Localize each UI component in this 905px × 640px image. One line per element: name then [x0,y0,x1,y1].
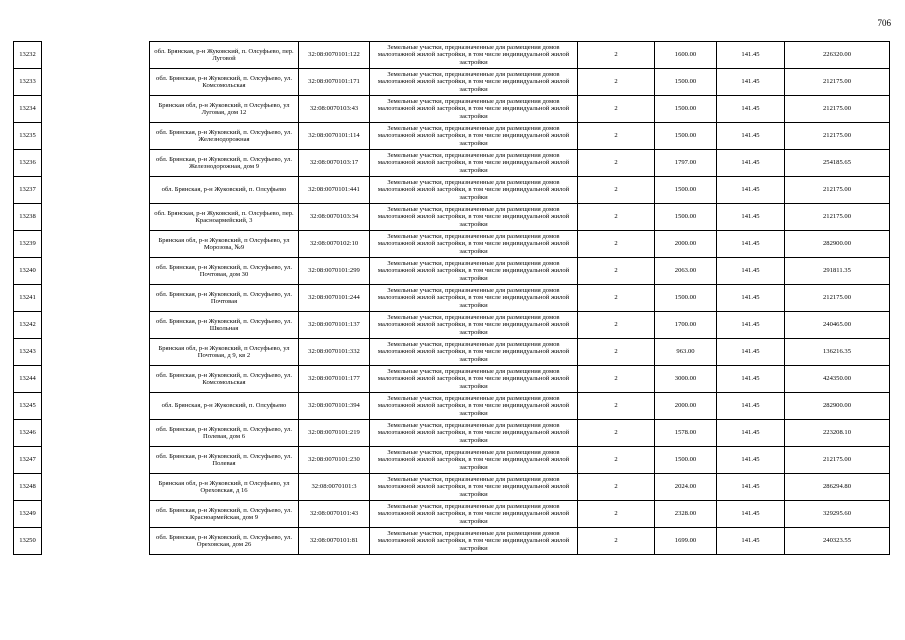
cadastral-number-cell: 32:08:0070101:43 [299,501,370,528]
table-row [14,150,890,177]
specific-value-cell: 141.45 [717,312,785,339]
address-cell: обл. Брянская, р-н Жуковский, п. Олсуфьево, ул. Полевая, дом 6 [150,420,299,447]
address-cell: обл. Брянская, р-н Жуковский, п. Олсуфьево, пер. Красноармейский, 3 [150,204,299,231]
cadastral-value-cell: 291811.35 [785,258,890,285]
land-use-cell: Земельные участки, предназначенные для размещения домов малоэтажной жилой застройки, в том числе индивидуальной жилой застройки [370,42,578,69]
address-cell: Брянская обл, р-н Жуковский, п Олсуфьево, ул Ореховская, д 16 [150,474,299,501]
cadastral-number-cell: 32:08:0070101:81 [299,528,370,555]
cadastral-value-cell: 254185.65 [785,150,890,177]
row-number-cell: 13235 [14,123,42,150]
spacer-cell [42,42,150,69]
address-cell: обл. Брянская, р-н Жуковский, п. Олсуфьево [150,177,299,204]
specific-value-cell: 141.45 [717,69,785,96]
table-row [14,204,890,231]
group-cell: 2 [578,231,655,258]
group-cell: 2 [578,69,655,96]
spacer-cell [42,285,150,312]
land-use-cell: Земельные участки, предназначенные для размещения домов малоэтажной жилой застройки, в том числе индивидуальной жилой застройки [370,285,578,312]
land-use-cell: Земельные участки, предназначенные для размещения домов малоэтажной жилой застройки, в том числе индивидуальной жилой застройки [370,420,578,447]
area-cell: 2024.00 [655,474,717,501]
cadastral-number-cell: 32:08:0070101:332 [299,339,370,366]
table-row [14,528,890,555]
land-use-cell: Земельные участки, предназначенные для размещения домов малоэтажной жилой застройки, в том числе индивидуальной жилой застройки [370,96,578,123]
table-row [14,366,890,393]
cadastral-value-cell: 240465.00 [785,312,890,339]
spacer-cell [42,501,150,528]
cadastral-number-cell: 32:08:0070101:299 [299,258,370,285]
area-cell: 2000.00 [655,393,717,420]
land-use-cell: Земельные участки, предназначенные для размещения домов малоэтажной жилой застройки, в том числе индивидуальной жилой застройки [370,366,578,393]
cadastral-value-cell: 286294.80 [785,474,890,501]
row-number-cell: 13236 [14,150,42,177]
cadastral-value-cell: 212175.00 [785,123,890,150]
spacer-cell [42,123,150,150]
address-cell: обл. Брянская, р-н Жуковский, п. Олсуфьево, пер. Луговой [150,42,299,69]
row-number-cell: 13240 [14,258,42,285]
specific-value-cell: 141.45 [717,42,785,69]
address-cell: Брянская обл, р-н Жуковский, п Олсуфьево, ул Почтовая, д 9, кв 2 [150,339,299,366]
address-cell: обл. Брянская, р-н Жуковский, п. Олсуфьево, ул. Комсомольская [150,366,299,393]
cadastral-value-cell: 136216.35 [785,339,890,366]
land-use-cell: Земельные участки, предназначенные для размещения домов малоэтажной жилой застройки, в том числе индивидуальной жилой застройки [370,123,578,150]
cadastral-value-cell: 212175.00 [785,204,890,231]
group-cell: 2 [578,42,655,69]
area-cell: 1700.00 [655,312,717,339]
table-row [14,177,890,204]
page-number: 706 [877,18,891,28]
row-number-cell: 13249 [14,501,42,528]
row-number-cell: 13232 [14,42,42,69]
cadastral-number-cell: 32:08:0070103:43 [299,96,370,123]
specific-value-cell: 141.45 [717,393,785,420]
group-cell: 2 [578,474,655,501]
cadastral-number-cell: 32:08:0070101:230 [299,447,370,474]
table-row [14,420,890,447]
group-cell: 2 [578,528,655,555]
row-number-cell: 13233 [14,69,42,96]
address-cell: обл. Брянская, р-н Жуковский, п. Олсуфьево, ул. Полевая [150,447,299,474]
spacer-cell [42,420,150,447]
cadastral-value-cell: 424350.00 [785,366,890,393]
specific-value-cell: 141.45 [717,123,785,150]
address-cell: обл. Брянская, р-н Жуковский, п. Олсуфьево, ул. Ореховская, дом 26 [150,528,299,555]
spacer-cell [42,339,150,366]
specific-value-cell: 141.45 [717,339,785,366]
specific-value-cell: 141.45 [717,150,785,177]
row-number-cell: 13247 [14,447,42,474]
spacer-cell [42,312,150,339]
group-cell: 2 [578,393,655,420]
spacer-cell [42,204,150,231]
land-use-cell: Земельные участки, предназначенные для размещения домов малоэтажной жилой застройки, в том числе индивидуальной жилой застройки [370,150,578,177]
spacer-cell [42,447,150,474]
cadastral-number-cell: 32:08:0070101:177 [299,366,370,393]
area-cell: 1500.00 [655,204,717,231]
address-cell: обл. Брянская, р-н Жуковский, п. Олсуфьево, ул. Железнодорожная, дом 9 [150,150,299,177]
area-cell: 1500.00 [655,96,717,123]
address-cell: обл. Брянская, р-н Жуковский, п. Олсуфьево, ул. Почтовая, дом 30 [150,258,299,285]
group-cell: 2 [578,420,655,447]
row-number-cell: 13238 [14,204,42,231]
cadastral-number-cell: 32:08:0070101:114 [299,123,370,150]
address-cell: обл. Брянская, р-н Жуковский, п. Олсуфьево, ул. Комсомольская [150,69,299,96]
spacer-cell [42,393,150,420]
cadastral-value-cell: 282900.00 [785,231,890,258]
spacer-cell [42,528,150,555]
specific-value-cell: 141.45 [717,447,785,474]
cadastral-number-cell: 32:08:0070101:219 [299,420,370,447]
cadastral-number-cell: 32:08:0070101:394 [299,393,370,420]
cadastral-number-cell: 32:08:0070101:3 [299,474,370,501]
table-row [14,123,890,150]
cadastral-number-cell: 32:08:0070102:10 [299,231,370,258]
table-row [14,231,890,258]
address-cell: обл. Брянская, р-н Жуковский, п. Олсуфьево, ул. Красноармейская, дом 9 [150,501,299,528]
specific-value-cell: 141.45 [717,474,785,501]
group-cell: 2 [578,96,655,123]
cadastral-value-cell: 223208.10 [785,420,890,447]
area-cell: 1797.00 [655,150,717,177]
land-use-cell: Земельные участки, предназначенные для размещения домов малоэтажной жилой застройки, в том числе индивидуальной жилой застройки [370,447,578,474]
group-cell: 2 [578,312,655,339]
area-cell: 1500.00 [655,447,717,474]
cadastral-value-cell: 329295.60 [785,501,890,528]
table-row [14,447,890,474]
cadastral-number-cell: 32:08:0070101:171 [299,69,370,96]
cadastral-number-cell: 32:08:0070101:441 [299,177,370,204]
area-cell: 1500.00 [655,69,717,96]
address-cell: обл. Брянская, р-н Жуковский, п. Олсуфьево [150,393,299,420]
area-cell: 2000.00 [655,231,717,258]
area-cell: 1699.00 [655,528,717,555]
specific-value-cell: 141.45 [717,420,785,447]
cadastral-value-cell: 212175.00 [785,285,890,312]
area-cell: 1500.00 [655,285,717,312]
group-cell: 2 [578,285,655,312]
specific-value-cell: 141.45 [717,366,785,393]
specific-value-cell: 141.45 [717,258,785,285]
cadastral-value-cell: 212175.00 [785,177,890,204]
specific-value-cell: 141.45 [717,285,785,312]
cadastral-value-cell: 282900.00 [785,393,890,420]
cadastral-value-table [13,41,890,555]
row-number-cell: 13243 [14,339,42,366]
land-use-cell: Земельные участки, предназначенные для размещения домов малоэтажной жилой застройки, в том числе индивидуальной жилой застройки [370,231,578,258]
land-use-cell: Земельные участки, предназначенные для размещения домов малоэтажной жилой застройки, в том числе индивидуальной жилой застройки [370,528,578,555]
area-cell: 3000.00 [655,366,717,393]
land-use-cell: Земельные участки, предназначенные для размещения домов малоэтажной жилой застройки, в том числе индивидуальной жилой застройки [370,393,578,420]
cadastral-number-cell: 32:08:0070101:244 [299,285,370,312]
table-row [14,258,890,285]
address-cell: Брянская обл, р-н Жуковский, п Олсуфьево, ул Луговая, дом 12 [150,96,299,123]
row-number-cell: 13245 [14,393,42,420]
table-row [14,501,890,528]
group-cell: 2 [578,177,655,204]
spacer-cell [42,366,150,393]
spacer-cell [42,177,150,204]
group-cell: 2 [578,123,655,150]
table-row [14,474,890,501]
specific-value-cell: 141.45 [717,96,785,123]
group-cell: 2 [578,447,655,474]
land-use-cell: Земельные участки, предназначенные для размещения домов малоэтажной жилой застройки, в том числе индивидуальной жилой застройки [370,177,578,204]
address-cell: обл. Брянская, р-н Жуковский, п. Олсуфьево, ул. Школьная [150,312,299,339]
table-row [14,69,890,96]
spacer-cell [42,96,150,123]
group-cell: 2 [578,339,655,366]
table-row [14,285,890,312]
row-number-cell: 13248 [14,474,42,501]
land-use-cell: Земельные участки, предназначенные для размещения домов малоэтажной жилой застройки, в том числе индивидуальной жилой застройки [370,258,578,285]
group-cell: 2 [578,150,655,177]
row-number-cell: 13244 [14,366,42,393]
table-row [14,393,890,420]
address-cell: Брянская обл, р-н Жуковский, п Олсуфьево, ул Морозова, №9 [150,231,299,258]
row-number-cell: 13250 [14,528,42,555]
specific-value-cell: 141.45 [717,204,785,231]
row-number-cell: 13234 [14,96,42,123]
cadastral-value-cell: 212175.00 [785,96,890,123]
table-row [14,339,890,366]
row-number-cell: 13242 [14,312,42,339]
land-use-cell: Земельные участки, предназначенные для размещения домов малоэтажной жилой застройки, в том числе индивидуальной жилой застройки [370,474,578,501]
group-cell: 2 [578,501,655,528]
cadastral-number-cell: 32:08:0070103:34 [299,204,370,231]
area-cell: 1500.00 [655,177,717,204]
cadastral-number-cell: 32:08:0070103:17 [299,150,370,177]
cadastral-value-cell: 212175.00 [785,447,890,474]
row-number-cell: 13241 [14,285,42,312]
specific-value-cell: 141.45 [717,501,785,528]
address-cell: обл. Брянская, р-н Жуковский, п. Олсуфьево, ул. Почтовая [150,285,299,312]
spacer-cell [42,69,150,96]
cadastral-number-cell: 32:08:0070101:137 [299,312,370,339]
land-use-cell: Земельные участки, предназначенные для размещения домов малоэтажной жилой застройки, в том числе индивидуальной жилой застройки [370,339,578,366]
address-cell: обл. Брянская, р-н Жуковский, п. Олсуфьево, ул. Железнодорожная [150,123,299,150]
table-row [14,312,890,339]
specific-value-cell: 141.45 [717,177,785,204]
area-cell: 1600.00 [655,42,717,69]
specific-value-cell: 141.45 [717,231,785,258]
area-cell: 2328.00 [655,501,717,528]
group-cell: 2 [578,204,655,231]
cadastral-value-cell: 212175.00 [785,69,890,96]
land-use-cell: Земельные участки, предназначенные для размещения домов малоэтажной жилой застройки, в том числе индивидуальной жилой застройки [370,204,578,231]
row-number-cell: 13246 [14,420,42,447]
table-row [14,42,890,69]
land-use-cell: Земельные участки, предназначенные для размещения домов малоэтажной жилой застройки, в том числе индивидуальной жилой застройки [370,312,578,339]
spacer-cell [42,474,150,501]
table-row [14,96,890,123]
area-cell: 2063.00 [655,258,717,285]
group-cell: 2 [578,366,655,393]
spacer-cell [42,231,150,258]
area-cell: 1500.00 [655,123,717,150]
row-number-cell: 13237 [14,177,42,204]
spacer-cell [42,258,150,285]
group-cell: 2 [578,258,655,285]
land-use-cell: Земельные участки, предназначенные для размещения домов малоэтажной жилой застройки, в том числе индивидуальной жилой застройки [370,69,578,96]
land-use-cell: Земельные участки, предназначенные для размещения домов малоэтажной жилой застройки, в том числе индивидуальной жилой застройки [370,501,578,528]
area-cell: 963.00 [655,339,717,366]
cadastral-value-cell: 226320.00 [785,42,890,69]
row-number-cell: 13239 [14,231,42,258]
cadastral-number-cell: 32:08:0070101:122 [299,42,370,69]
spacer-cell [42,150,150,177]
area-cell: 1578.00 [655,420,717,447]
cadastral-value-cell: 240323.55 [785,528,890,555]
specific-value-cell: 141.45 [717,528,785,555]
